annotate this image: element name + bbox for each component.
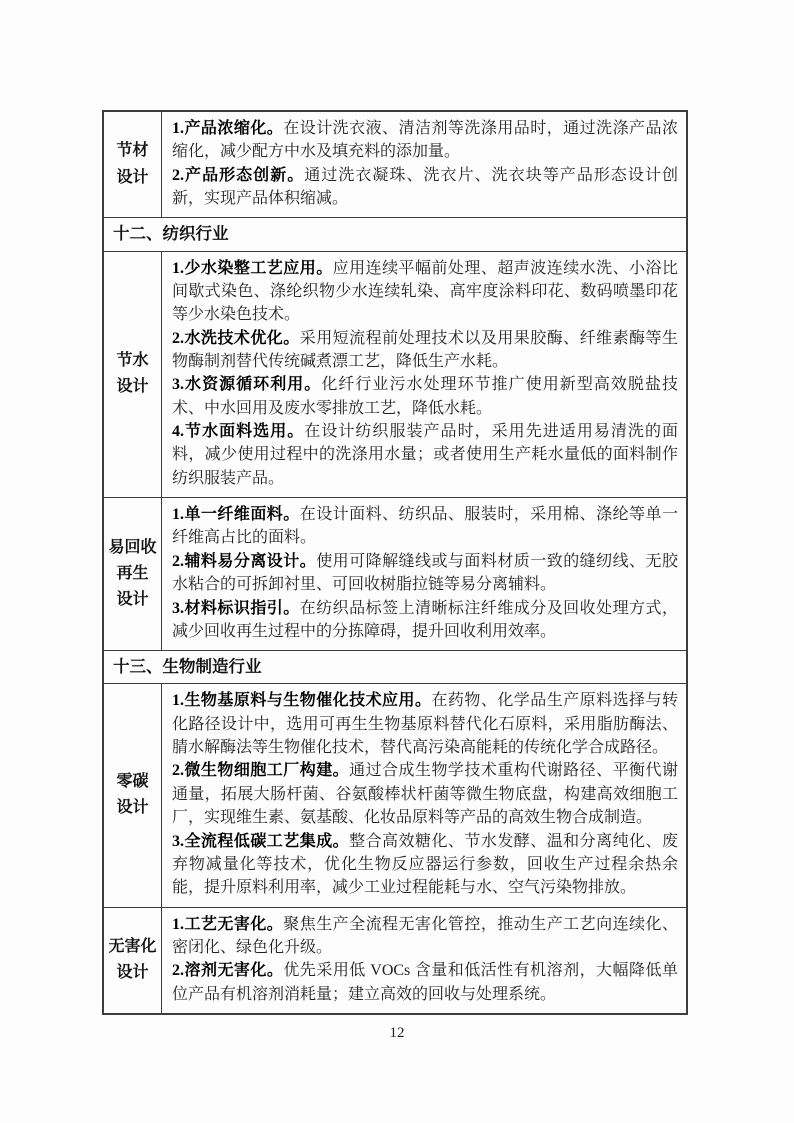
paragraph-title: 4.节水面料选用。 bbox=[172, 423, 305, 441]
category-label-line: 设计 bbox=[116, 964, 149, 982]
guideline-paragraph bbox=[172, 759, 678, 829]
category-cell bbox=[104, 252, 162, 498]
paragraph-body: 在纺织品标签上清晰标注纤维成分及回收处理方式，减少回收再生过程中的分拣障碍，提升回收利用效率。 bbox=[172, 599, 678, 640]
guideline-paragraph bbox=[172, 597, 678, 644]
paragraph-body: 通过合成生物学技术重构代谢路径、平衡代谢通量，拓展大肠杆菌、谷氨酸棒状杆菌等微生物底盘，构建高效细胞工厂，实现维生素、氨基酸、化妆品原料等产品的高效生物合成制造。 bbox=[172, 762, 678, 827]
category-label-line: 设计 bbox=[116, 799, 149, 817]
category-label-line: 节材 bbox=[116, 142, 149, 160]
paragraph-title: 1.单一纤维面料。 bbox=[172, 506, 300, 524]
category-cell bbox=[104, 684, 162, 906]
paragraph-body: 在设计纺织服装产品时，采用先进适用易清洗的面料，减少使用过程中的洗涤用水量；或者使用生产耗水量低的面料制作纺织服装产品。 bbox=[172, 423, 678, 487]
paragraph-title: 1.生物基原料与生物催化技术应用。 bbox=[172, 692, 432, 710]
table-row bbox=[104, 683, 686, 906]
paragraph-title: 2.产品形态创新。 bbox=[172, 166, 305, 184]
content-cell bbox=[162, 112, 686, 217]
category-cell bbox=[104, 498, 162, 650]
paragraph-body: 在药物、化学品生产原料选择与转化路径设计中，选用可再生生物基原料替代化石原料，采用脂肪酶法、腈水解酶法等生物催化技术，替代高污染高能耗的传统化学合成路径。 bbox=[172, 692, 678, 757]
content-cell bbox=[162, 252, 686, 498]
guideline-paragraph bbox=[172, 257, 678, 327]
category-label-line: 设计 bbox=[116, 378, 149, 396]
paragraph-title: 2.微生物细胞工厂构建。 bbox=[172, 762, 350, 780]
paragraph-body: 采用短流程前处理技术以及用果胶酶、纤维素酶等生物酶制剂替代传统碱煮漂工艺，降低生产水耗。 bbox=[172, 329, 678, 370]
paragraph-body: 整合高效糖化、节水发酵、温和分离纯化、废弃物减量化等技术，优化生物反应器运行参数，回收生产过程余热余能，提升原料利用率，减少工业过程能耗与水、空气污染物排放。 bbox=[172, 832, 678, 897]
section-header-row bbox=[104, 217, 686, 250]
paragraph-body: 通过洗衣凝珠、洗衣片、洗衣块等产品形态设计创新，实现产品体积缩减。 bbox=[172, 166, 678, 208]
guideline-paragraph bbox=[172, 913, 678, 960]
guideline-paragraph bbox=[172, 420, 678, 490]
paragraph-body: 在设计面料、纺织品、服装时，采用棉、涤纶等单一纤维高占比的面料。 bbox=[172, 506, 678, 547]
guideline-paragraph bbox=[172, 117, 678, 164]
paragraph-body: 在设计洗衣液、清洁剂等洗涤用品时，通过洗涤产品浓缩化，减少配方中水及填充料的添加量。 bbox=[172, 120, 678, 161]
section-header-row bbox=[104, 650, 686, 683]
category-label-line: 无害化 bbox=[108, 937, 157, 955]
category-label-line: 易回收 bbox=[108, 538, 157, 556]
guideline-paragraph bbox=[172, 327, 678, 374]
paragraph-body: 优先采用低 VOCs 含量和低活性有机溶剂，大幅降低单位产品有机溶剂消耗量；建立高效的回收与处理系统。 bbox=[172, 962, 678, 1003]
category-label-line: 再生 bbox=[116, 565, 149, 582]
paragraph-title: 1.产品浓缩化。 bbox=[172, 120, 284, 137]
paragraph-title: 3.全流程低碳工艺集成。 bbox=[172, 832, 350, 850]
content-cell bbox=[162, 684, 686, 906]
table-row bbox=[104, 497, 686, 650]
paragraph-body: 聚焦生产全流程无害化管控，推动生产工艺向连续化、密闭化、绿色化升级。 bbox=[172, 915, 678, 956]
paragraph-body: 化纤行业污水处理环节推广使用新型高效脱盐技术、中水回用及废水零排放工艺，降低水耗。 bbox=[172, 376, 678, 417]
category-label-line: 设计 bbox=[116, 591, 149, 609]
guideline-paragraph bbox=[172, 830, 678, 900]
category-label-line: 零碳 bbox=[116, 773, 149, 791]
category-cell bbox=[104, 112, 162, 217]
paragraph-title: 3.水资源循环利用。 bbox=[172, 376, 322, 394]
table-row bbox=[104, 907, 686, 1013]
content-cell bbox=[162, 498, 686, 650]
paragraph-title: 2.水洗技术优化。 bbox=[172, 329, 300, 347]
guideline-paragraph bbox=[172, 689, 678, 759]
section-header-label: 十二、纺织行业 bbox=[113, 224, 229, 244]
guideline-paragraph bbox=[172, 373, 678, 420]
paragraph-title: 1.工艺无害化。 bbox=[172, 915, 284, 933]
design-guideline-table bbox=[102, 110, 688, 1015]
guideline-paragraph bbox=[172, 550, 678, 597]
category-label-line: 设计 bbox=[116, 168, 149, 186]
table-row bbox=[104, 112, 686, 217]
guideline-paragraph bbox=[172, 503, 678, 550]
guideline-paragraph bbox=[172, 959, 678, 1006]
paragraph-body: 应用连续平幅前处理、超声波连续水洗、小浴比间歇式染色、涤纶织物少水连续轧染、高牢度涂料印花、数码喷墨印花等少水染色技术。 bbox=[172, 259, 678, 324]
category-cell bbox=[104, 908, 162, 1013]
category-label-line: 节水 bbox=[116, 351, 149, 369]
paragraph-title: 2.辅料易分离设计。 bbox=[172, 552, 317, 570]
paragraph-title: 2.溶剂无害化。 bbox=[172, 962, 284, 980]
page-number: 12 bbox=[389, 1025, 405, 1041]
paragraph-title: 3.材料标识指引。 bbox=[172, 599, 300, 617]
paragraph-body: 使用可降解缝线或与面料材质一致的缝纫线、无胶水粘合的可拆卸衬里、可回收树脂拉链等易分离辅料。 bbox=[172, 552, 678, 594]
table-row bbox=[104, 251, 686, 498]
content-cell bbox=[162, 908, 686, 1013]
section-header-label: 十三、生物制造行业 bbox=[113, 657, 262, 677]
guideline-paragraph bbox=[172, 164, 678, 211]
paragraph-title: 1.少水染整工艺应用。 bbox=[172, 259, 333, 277]
